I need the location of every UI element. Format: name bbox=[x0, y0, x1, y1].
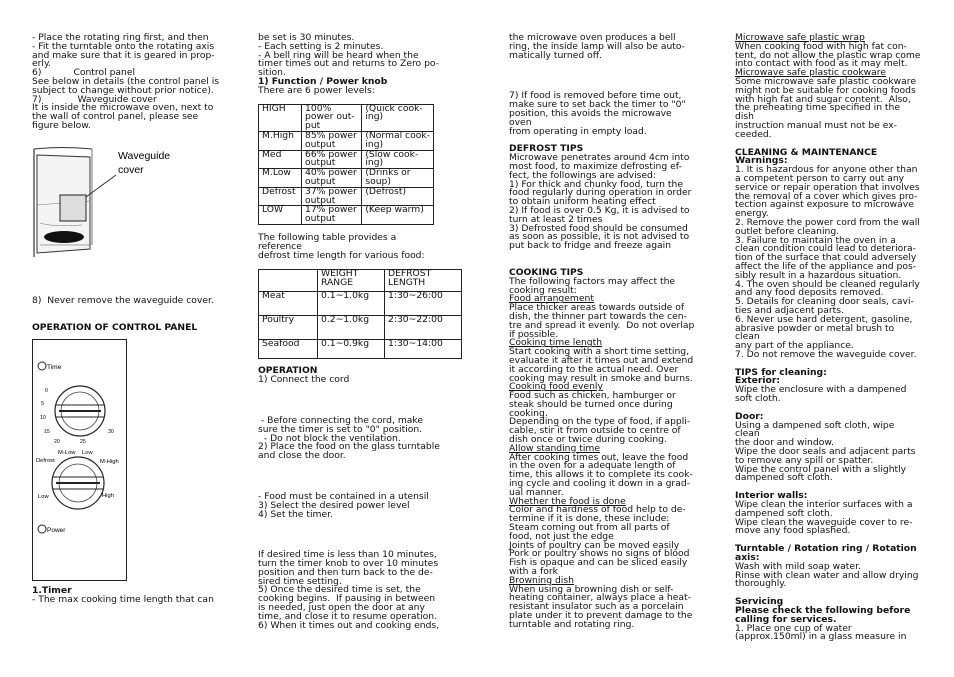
text-line: instruction manual must not be ex- bbox=[735, 119, 897, 131]
function-sub: There are 6 power levels: bbox=[258, 84, 375, 96]
dial-num: 30 bbox=[108, 429, 114, 436]
table-cell: 2:30~22:00 bbox=[385, 316, 462, 340]
table-cell: Meat bbox=[259, 292, 318, 316]
function-heading: 1) Function / Power knob bbox=[258, 75, 388, 87]
text-line: evaluate it after it times out and extend bbox=[509, 354, 694, 366]
item-6-title: Control panel bbox=[73, 67, 136, 79]
table-row bbox=[259, 340, 462, 359]
text-line: energy. bbox=[735, 208, 769, 220]
waveguide-figure bbox=[32, 145, 222, 261]
text-line: soft cloth. bbox=[735, 393, 781, 405]
table-cell: 66% power output bbox=[302, 150, 362, 169]
text-line: Start cooking with a short time setting, bbox=[509, 346, 690, 358]
cooking-evenly-title: Cooking food evenly bbox=[509, 381, 603, 393]
column-3 bbox=[509, 34, 696, 630]
text-line: Depending on the type of food, if appli- bbox=[509, 416, 691, 428]
text-line: outlet before cleaning. bbox=[735, 225, 840, 237]
text-line: 1. Place one cup of water bbox=[735, 622, 852, 634]
item-8: 8) Never remove the waveguide cover. bbox=[32, 294, 214, 306]
control-panel-figure bbox=[32, 339, 222, 581]
table-row bbox=[259, 316, 462, 340]
text-line: See below in details (the control panel is bbox=[32, 75, 220, 87]
timer-text: - The max cooking time length that can bbox=[32, 594, 214, 606]
exterior-heading: Exterior: bbox=[735, 375, 781, 387]
text-line: resistant insulator such as a porcelain bbox=[509, 601, 684, 613]
text-line: to remove any spill or spatter. bbox=[735, 454, 874, 466]
text-line: After cooking times out, leave the food bbox=[509, 451, 689, 463]
table-cell: Defrost bbox=[259, 187, 302, 206]
table-cell: 37% power output bbox=[302, 187, 362, 206]
text-line: The following table provides a reference bbox=[258, 231, 400, 252]
text-line: 7) If food is removed before time out, bbox=[509, 90, 682, 102]
text-line: cooking begins. If pausing in between bbox=[258, 593, 436, 605]
dial-num: 25 bbox=[80, 439, 86, 446]
table-row bbox=[259, 187, 434, 206]
text-line: ual manner. bbox=[509, 486, 564, 498]
table-row bbox=[259, 104, 434, 131]
text-line: Wash with mild soap water. bbox=[735, 560, 861, 572]
text-line: turn at least 2 times bbox=[509, 213, 603, 225]
plastic-wrap-title: Microwave safe plastic wrap bbox=[735, 32, 865, 43]
timer-heading: 1.Timer bbox=[32, 585, 72, 597]
text-line: Wipe the enclosure with a dampened bbox=[735, 384, 907, 396]
text-line: 1) For thick and chunky food, turn the bbox=[509, 178, 683, 190]
table-cell: 0.1~0.9kg bbox=[318, 340, 385, 359]
table-row bbox=[259, 270, 462, 292]
text-line: sired time setting. bbox=[258, 575, 342, 587]
text-line: 4. The oven should be cleaned regularly bbox=[735, 278, 920, 290]
text-line: 2) Place the food on the glass turntable bbox=[258, 441, 440, 453]
defrost-tips-heading: DEFROST TIPS bbox=[509, 143, 584, 155]
table-cell: WEIGHT RANGE bbox=[318, 270, 385, 292]
interior-heading: Interior walls: bbox=[735, 490, 808, 502]
text-line: 5) Once the desired time is set, the bbox=[258, 584, 421, 596]
text-line: - Before connecting the cord, make bbox=[258, 414, 424, 426]
text-line: cooking may result in smoke and burns. bbox=[509, 372, 693, 384]
text-line: subject to change without prior notice). bbox=[32, 84, 214, 96]
text-line: is needed, just open the door at any bbox=[258, 602, 425, 614]
text-line: Place thicker areas towards outside of bbox=[509, 302, 685, 314]
table-cell: DEFROST LENGTH bbox=[385, 270, 462, 292]
text-line: 3) Defrosted food should be consumed bbox=[509, 222, 688, 234]
cooking-tips-heading: COOKING TIPS bbox=[509, 266, 584, 278]
text-line: 6) When it times out and cooking ends, bbox=[258, 619, 440, 631]
text-line: Wipe clean the interior surfaces with a bbox=[735, 499, 913, 511]
operation-panel-heading: OPERATION OF CONTROL PANEL bbox=[32, 321, 198, 333]
table-cell: 100% power out- put bbox=[302, 104, 362, 131]
text-line: dampened soft cloth. bbox=[735, 472, 833, 484]
text-line: 5. Details for cleaning door seals, cavi- bbox=[735, 296, 914, 308]
text-line: cooking. bbox=[509, 407, 548, 419]
text-line: food regularly during operation in order bbox=[509, 187, 692, 199]
text-line: thoroughly. bbox=[735, 578, 787, 590]
operation-block-3 bbox=[258, 551, 440, 630]
text-line: matically turned off. bbox=[509, 49, 603, 61]
column-1 bbox=[32, 34, 222, 605]
item-7-number: 7) bbox=[32, 93, 42, 105]
text-line: When using a browning dish or self- bbox=[509, 583, 674, 595]
text-line: Wipe the control panel with a slightly bbox=[735, 463, 907, 475]
text-line: ing cycle and cooling it down in a grad- bbox=[509, 478, 690, 490]
defrost-table bbox=[258, 269, 462, 359]
text-line: turn the timer knob to over 10 minutes bbox=[258, 558, 439, 570]
text-line: 7. Do not remove the waveguide cover. bbox=[735, 348, 917, 360]
operation-block-2 bbox=[258, 490, 440, 520]
text-line: with high fat and sugar content. Also, bbox=[735, 93, 911, 105]
table-cell: (Defrost) bbox=[362, 187, 434, 206]
servicing-bold: Please check the following before calling for services. bbox=[735, 605, 914, 625]
text-line: put back to fridge and freeze again bbox=[509, 240, 672, 252]
door-heading: Door: bbox=[735, 410, 764, 422]
text-line: a competent person to carry out any bbox=[735, 172, 905, 184]
figure-label-line2: cover bbox=[118, 163, 144, 176]
text-line: When cooking food with high fat con- bbox=[735, 40, 907, 52]
panel-high-label: High bbox=[102, 493, 114, 500]
cooking-time-title: Cooking time length bbox=[509, 337, 603, 349]
text-line: - A bell ring will be heard when the bbox=[258, 49, 419, 61]
text-line: clean condition could lead to deteriora- bbox=[735, 243, 916, 255]
table-row bbox=[259, 150, 434, 169]
text-line: Pork or poultry shows no signs of blood bbox=[509, 548, 690, 560]
text-line: affect the life of the appliance and pos- bbox=[735, 260, 917, 272]
text-line: Rinse with clean water and allow drying bbox=[735, 569, 919, 581]
operation-heading: OPERATION bbox=[258, 365, 318, 377]
cleaning-heading: CLEANING & MAINTENANCE bbox=[735, 146, 878, 158]
text-line: heating container, always place a heat- bbox=[509, 592, 691, 604]
text-line: if possible. bbox=[509, 328, 559, 340]
text-line: it according to the actual need. Over bbox=[509, 363, 679, 375]
text-line: service or repair operation that involves bbox=[735, 181, 920, 193]
text-line: the wall of control panel, please see bbox=[32, 111, 199, 123]
table-cell: (Keep warm) bbox=[362, 206, 434, 225]
text-line: tre and spread it evenly. Do not overlap bbox=[509, 319, 695, 331]
text-line: Steam coming out from all parts of bbox=[509, 522, 670, 534]
text-line: 1) Connect the cord bbox=[258, 374, 350, 386]
table-cell: 17% power output bbox=[302, 206, 362, 225]
text-line: Some microwave safe plastic cookware bbox=[735, 75, 917, 87]
text-line: 2. Remove the power cord from the wall bbox=[735, 216, 920, 228]
text-line: time, and close it to resume operation. bbox=[258, 610, 437, 622]
panel-power-label: Power bbox=[47, 527, 66, 535]
table-cell: 40% power output bbox=[302, 169, 362, 188]
figure-label-line1: Waveguide bbox=[118, 149, 171, 162]
text-line: Joints of poultry can be moved easily bbox=[509, 539, 680, 551]
text-line: Color and hardness of food help to de- bbox=[509, 504, 686, 516]
panel-low-top-label: Low bbox=[82, 450, 93, 457]
text-line: tection against exposure to microwave bbox=[735, 199, 914, 211]
intro-block bbox=[32, 34, 222, 69]
text-line: position and then turn back to the de- bbox=[258, 566, 433, 578]
table-cell: 1:30~26:00 bbox=[385, 292, 462, 316]
text-line: with a fork bbox=[509, 566, 558, 578]
text-line: Microwave penetrates around 4cm into bbox=[509, 152, 690, 164]
dial-num: 10 bbox=[40, 415, 46, 422]
text-line: 6. Never use hard detergent, gasoline, bbox=[735, 313, 913, 325]
text-line: dish, the thinner part towards the cen- bbox=[509, 310, 687, 322]
panel-low-label: Low bbox=[38, 494, 49, 501]
table-row bbox=[259, 292, 462, 316]
table-cell: M.High bbox=[259, 131, 302, 150]
table-cell: Seafood bbox=[259, 340, 318, 359]
text-line: termine if it is done, these include: bbox=[509, 513, 670, 525]
text-line: 1. It is hazardous for anyone other than bbox=[735, 164, 918, 176]
text-line: the removal of a cover which gives pro- bbox=[735, 190, 918, 202]
text-line: tent, do not allow the plastic wrap come bbox=[735, 49, 921, 61]
text-line: timer times out and returns to Zero po- bbox=[258, 58, 440, 70]
dial-num: 5 bbox=[41, 401, 44, 408]
warnings-heading: Warnings: bbox=[735, 155, 788, 167]
panel-time-label: Time bbox=[47, 364, 62, 372]
text-line: fect, the followings are advised: bbox=[509, 169, 656, 181]
text-line: to obtain uniform heating effect bbox=[509, 196, 656, 208]
column-4 bbox=[735, 34, 921, 642]
food-arrangement-title: Food arrangement bbox=[509, 293, 594, 305]
text-line: any part of the appliance. bbox=[735, 340, 854, 352]
text-line: cooking result: bbox=[509, 284, 577, 296]
waveguide-cover-shape bbox=[60, 195, 86, 221]
text-line: in the oven for a adequate length of bbox=[509, 460, 676, 472]
text-line: It is inside the microwave oven, next to bbox=[32, 102, 214, 114]
text-line: cable, stir it from outside to centre of bbox=[509, 425, 681, 437]
text-line: position, this avoids the microwave oven bbox=[509, 107, 675, 128]
text-line: ties and adjacent parts. bbox=[735, 304, 844, 316]
text-line: from operating in empty load. bbox=[509, 125, 647, 137]
text-line: Wipe the door seals and adjacent parts bbox=[735, 446, 916, 458]
text-line: most food, to maximize defrosting ef- bbox=[509, 160, 682, 172]
text-line: The following factors may affect the bbox=[509, 275, 676, 287]
control-panel-illustration bbox=[32, 339, 127, 581]
text-line: as soon as possible, it is not advised to bbox=[509, 231, 690, 243]
table-row bbox=[259, 131, 434, 150]
text-line: 3. Failure to maintain the oven in a bbox=[735, 234, 896, 246]
text-line: dampened soft cloth. bbox=[735, 507, 833, 519]
text-line: tion of the surface that could adversely bbox=[735, 252, 917, 264]
text-line: Food such as chicken, hamburger or bbox=[509, 390, 676, 402]
standing-time-title: Allow standing time bbox=[509, 442, 601, 454]
text-line: and make sure that it is geared in prop- bbox=[32, 49, 215, 61]
text-line: Using a dampened soft cloth, wipe clean bbox=[735, 419, 898, 440]
panel-mhigh-label: M-High bbox=[100, 459, 119, 466]
text-line: might not be suitable for cooking foods bbox=[735, 84, 916, 96]
table-cell: (Normal cook- ing) bbox=[362, 131, 434, 150]
table-cell: (Drinks or soup) bbox=[362, 169, 434, 188]
text-line: time, this allows it to complete its cook- bbox=[509, 469, 693, 481]
text-line: the preheating time specified in the dish bbox=[735, 102, 903, 123]
table-cell: (Slow cook- ing) bbox=[362, 150, 434, 169]
text-line: If desired time is less than 10 minutes, bbox=[258, 549, 437, 561]
text-line: sition. bbox=[258, 67, 286, 79]
microwave-interior-illustration bbox=[32, 145, 182, 261]
text-line: 4) Set the timer. bbox=[258, 508, 333, 520]
text-line: ring, the inside lamp will also be auto- bbox=[509, 40, 685, 52]
text-line: (approx.150ml) in a glass measure in bbox=[735, 631, 907, 643]
text-line: and close the door. bbox=[258, 450, 346, 462]
table-cell bbox=[259, 270, 318, 292]
text-line: the microwave oven produces a bell bbox=[509, 32, 676, 43]
text-line: the door and window. bbox=[735, 437, 834, 449]
text-line: 2) If food is over 0.5 Kg, it is advised to bbox=[509, 204, 690, 216]
item-7-title: Waveguide cover bbox=[77, 93, 157, 105]
text-line: defrost time length for various food: bbox=[258, 249, 425, 261]
text-line: sibly result in a hazardous situation. bbox=[735, 269, 902, 281]
text-line: and any food deposits removed. bbox=[735, 287, 884, 299]
panel-defrost-label: Defrost bbox=[36, 458, 55, 465]
table-cell: Med bbox=[259, 150, 302, 169]
turntable-heading: Turntable / Rotation ring / Rotation axis: bbox=[735, 543, 920, 564]
table-cell: 0.2~1.0kg bbox=[318, 316, 385, 340]
text-line: - Food must be contained in a utensil bbox=[258, 490, 429, 502]
table-row bbox=[259, 169, 434, 188]
servicing-heading: Servicing bbox=[735, 596, 784, 608]
text-line: - Place the rotating ring first, and then bbox=[32, 32, 209, 43]
table-cell: LOW bbox=[259, 206, 302, 225]
text-line: move any food splashed. bbox=[735, 525, 851, 537]
dial-num: 15 bbox=[44, 429, 50, 436]
text-line: into contact with food as it may melt. bbox=[735, 58, 908, 70]
text-line: abrasive powder or metal brush to clean bbox=[735, 322, 898, 343]
plastic-cookware-title: Microwave safe plastic cookware bbox=[735, 67, 887, 79]
tips-heading: TIPS for cleaning: bbox=[735, 366, 827, 378]
item-6-number: 6) bbox=[32, 67, 42, 79]
text-line: - Each setting is 2 minutes. bbox=[258, 40, 384, 52]
table-cell: 85% power output bbox=[302, 131, 362, 150]
text-line: ceeded. bbox=[735, 128, 772, 140]
table-cell: 1:30~14:00 bbox=[385, 340, 462, 359]
text-line: erly. bbox=[32, 58, 52, 70]
text-line: figure below. bbox=[32, 119, 91, 131]
dial-num: 20 bbox=[54, 439, 60, 446]
text-line: - Fit the turntable onto the rotating axis bbox=[32, 40, 215, 52]
text-line: 3) Select the desired power level bbox=[258, 499, 410, 511]
dial-num: 0 bbox=[45, 388, 48, 395]
text-line: be set is 30 minutes. bbox=[258, 32, 355, 43]
item-7-block bbox=[509, 92, 696, 136]
table-cell: (Quick cook- ing) bbox=[362, 104, 434, 131]
text-line: food, not just the edge bbox=[509, 530, 614, 542]
food-done-title: Whether the food is done bbox=[509, 495, 626, 507]
table-row bbox=[259, 206, 434, 225]
text-line: make sure to set back the timer to "0" bbox=[509, 99, 686, 111]
column-2 bbox=[258, 32, 443, 631]
text-line: Wipe clean the waveguide cover to re- bbox=[735, 516, 913, 528]
text-line: sure the timer is set to "0" position. bbox=[258, 423, 423, 435]
text-line: turntable and rotating ring. bbox=[509, 618, 635, 630]
table-cell: 0.1~1.0kg bbox=[318, 292, 385, 316]
text-line: dish once or twice during cooking. bbox=[509, 434, 667, 446]
operation-block-1 bbox=[258, 414, 440, 462]
text-line: plate under it to prevent damage to the bbox=[509, 610, 693, 622]
table-cell: Poultry bbox=[259, 316, 318, 340]
text-line: - Do not block the ventilation. bbox=[258, 432, 401, 444]
table-cell: HIGH bbox=[259, 104, 302, 131]
turntable-shape bbox=[44, 231, 84, 243]
table-cell: M.Low bbox=[259, 169, 302, 188]
text-line: Fish is opaque and can be sliced easily bbox=[509, 557, 688, 569]
power-levels-table bbox=[258, 104, 434, 225]
text-line: steak should be turned once during bbox=[509, 398, 673, 410]
panel-mlow-label: M-Low bbox=[58, 450, 76, 457]
browning-dish-title: Browning dish bbox=[509, 574, 574, 586]
